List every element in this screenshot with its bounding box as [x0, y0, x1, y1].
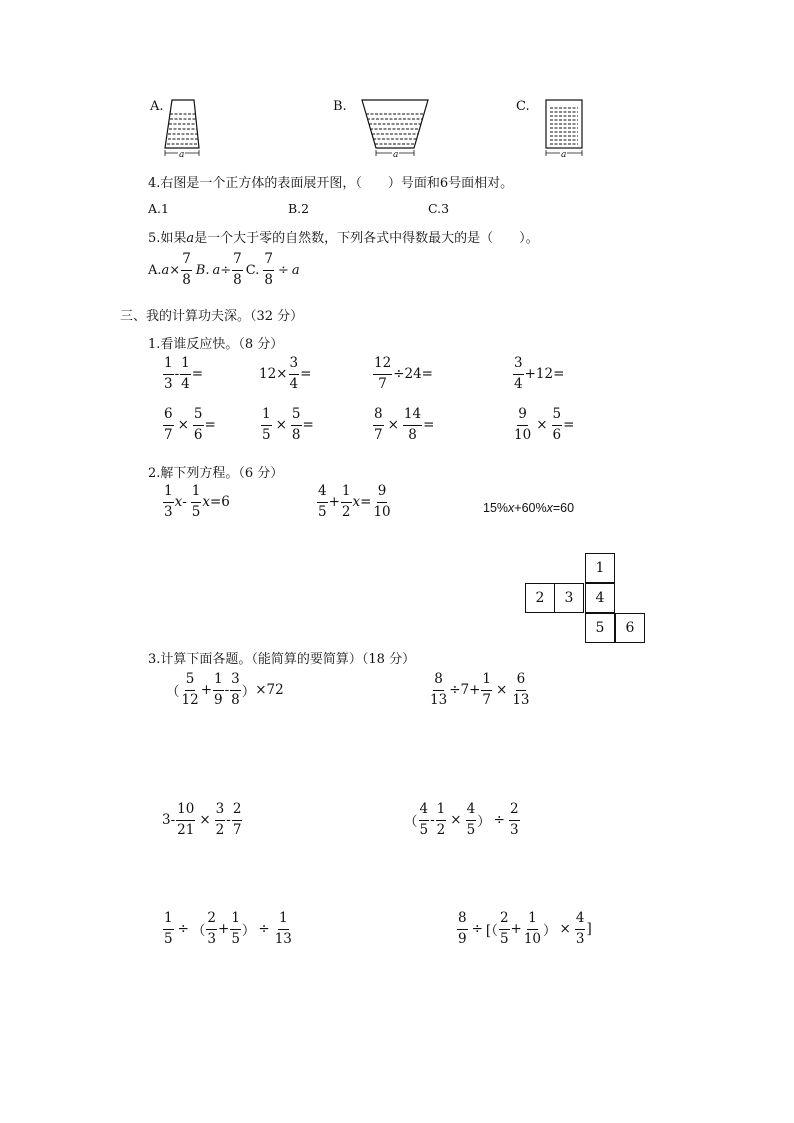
- denominator: 4: [181, 375, 190, 392]
- math-symbol: ×: [450, 812, 462, 828]
- fraction: [466, 803, 477, 837]
- fraction: [341, 485, 352, 519]
- fraction: [176, 803, 195, 837]
- fraction: [163, 357, 174, 391]
- numerator: 12: [373, 357, 392, 375]
- section-3-title: 三、我的计算功夫深。（32 分）: [120, 309, 304, 324]
- denominator: 5: [231, 930, 240, 947]
- math-symbol: -: [430, 812, 435, 828]
- math-symbol: ×: [387, 417, 399, 433]
- numerator: 8: [457, 912, 468, 930]
- denominator: 5: [191, 503, 201, 520]
- denominator: 13: [430, 691, 448, 708]
- net-face-4: 4: [585, 583, 615, 613]
- fraction: [513, 408, 532, 442]
- denominator: 9: [458, 930, 467, 947]
- denominator: 9: [214, 691, 223, 708]
- denominator: 7: [232, 821, 242, 838]
- numerator: 9: [377, 485, 388, 503]
- part1-expr-2: [259, 357, 311, 391]
- fraction: [481, 673, 492, 707]
- numerator: 1: [163, 912, 174, 930]
- numerator: 3: [230, 673, 241, 691]
- part1-expr-3: [372, 357, 433, 391]
- numerator: 4: [419, 803, 430, 821]
- denominator: 8: [408, 426, 417, 443]
- numerator: 5: [185, 673, 196, 691]
- math-symbol: +: [200, 682, 212, 698]
- math-symbol: 12×: [259, 366, 288, 382]
- denominator: 5: [262, 426, 271, 443]
- fraction: [457, 912, 468, 946]
- equation-2: [316, 485, 393, 519]
- q5-option-a-label: A.: [148, 262, 162, 278]
- denominator: 7: [374, 426, 383, 443]
- math-symbol: =: [302, 417, 314, 433]
- q5-option-b-label: B.: [195, 262, 210, 278]
- numerator: 8: [373, 408, 384, 426]
- math-symbol: ）: [543, 923, 557, 939]
- math-symbol: （: [404, 814, 418, 830]
- numerator: 1: [230, 912, 241, 930]
- denominator: 3: [207, 930, 216, 947]
- fraction: [230, 673, 241, 707]
- denominator: 4: [514, 375, 523, 392]
- denominator: 8: [264, 271, 273, 288]
- math-symbol: ×: [559, 921, 571, 937]
- math-symbol: 3-: [162, 812, 176, 828]
- option-c-label: C.: [516, 99, 530, 114]
- numerator: 1: [180, 357, 191, 375]
- denominator: 7: [378, 375, 387, 392]
- math-symbol: x: [352, 494, 361, 510]
- denominator: 8: [182, 271, 191, 288]
- numerator: 14: [403, 408, 422, 426]
- denominator: 8: [231, 691, 240, 708]
- calc-problem-6: [456, 912, 592, 946]
- math-symbol: ×: [496, 682, 508, 698]
- fraction: [552, 408, 563, 442]
- fraction: [513, 357, 524, 391]
- q5-b-var: a: [212, 262, 221, 278]
- math-symbol: =: [204, 417, 216, 433]
- q4-text: 4.右图是一个正方体的表面展开图，（ ）号面和6号面相对。: [148, 176, 514, 191]
- math-symbol: ）: [241, 923, 256, 939]
- part1-expr-8: [512, 408, 574, 442]
- numerator: 3: [513, 357, 524, 375]
- calc-problem-4: [404, 803, 521, 837]
- fraction: [193, 408, 204, 442]
- math-symbol: x: [508, 501, 515, 515]
- numerator: 2: [206, 912, 217, 930]
- math-symbol: -: [182, 494, 187, 510]
- part-1-title: 1.看谁反应快。（8 分）: [148, 337, 284, 352]
- math-symbol: ×: [275, 417, 287, 433]
- fraction: [373, 357, 392, 391]
- math-symbol: ）: [477, 814, 491, 830]
- q5-suffix: 是一个大于零的自然数，下列各式中得数最大的是（ ）。: [194, 231, 539, 246]
- numerator: 1: [341, 485, 352, 503]
- numerator: 1: [436, 803, 447, 821]
- fraction: [232, 253, 243, 287]
- numerator: 6: [516, 673, 527, 691]
- numerator: 5: [193, 408, 204, 426]
- math-symbol: -: [224, 682, 230, 698]
- fraction: [289, 357, 300, 391]
- net-face-3: 3: [554, 583, 584, 613]
- fraction: [511, 673, 530, 707]
- numerator: 7: [181, 253, 192, 271]
- numerator: 1: [261, 408, 272, 426]
- numerator: 4: [575, 912, 586, 930]
- fraction: [181, 253, 192, 287]
- q5-a-var: a: [161, 262, 170, 278]
- denominator: 5: [499, 930, 509, 947]
- denominator: 7: [482, 691, 491, 708]
- math-symbol: （: [166, 684, 180, 700]
- denominator: 5: [164, 930, 173, 947]
- math-symbol: =: [191, 366, 204, 382]
- math-symbol: ）: [241, 684, 256, 700]
- math-symbol: =60: [552, 501, 575, 515]
- net-face-1: 1: [585, 553, 615, 583]
- math-symbol: （: [191, 923, 206, 939]
- denominator: 5: [419, 821, 429, 838]
- fraction: [373, 408, 384, 442]
- denominator: 10: [373, 503, 391, 520]
- net-face-6: 6: [615, 613, 645, 643]
- equation-3: [483, 501, 574, 515]
- fraction: [575, 912, 586, 946]
- denominator: 6: [193, 426, 203, 443]
- denominator: 12: [181, 691, 199, 708]
- math-symbol: ÷: [258, 921, 270, 937]
- math-symbol: ×: [536, 417, 548, 433]
- denominator: 8: [233, 271, 242, 288]
- numerator: 3: [215, 803, 226, 821]
- dim-b-label: a: [393, 150, 399, 160]
- math-symbol: +12=: [524, 366, 565, 382]
- numerator: 4: [317, 485, 328, 503]
- math-symbol: ÷7+: [449, 682, 481, 698]
- numerator: 4: [466, 803, 477, 821]
- denominator: 3: [164, 375, 173, 392]
- fraction: [274, 912, 293, 946]
- math-symbol: -: [174, 366, 180, 382]
- numerator: 7: [263, 253, 274, 271]
- math-symbol: +: [328, 494, 340, 510]
- fraction: [291, 408, 302, 442]
- math-symbol: ]: [586, 921, 592, 937]
- numerator: 8: [433, 673, 444, 691]
- fraction: [181, 673, 200, 707]
- q5-text: [148, 227, 539, 246]
- math-symbol: ÷: [177, 921, 189, 937]
- q4-option-b: B.2: [288, 201, 310, 216]
- math-symbol: x: [546, 501, 553, 515]
- fraction: [499, 912, 510, 946]
- denominator: 5: [466, 821, 476, 838]
- calc-problem-2: [428, 673, 532, 707]
- denominator: 10: [523, 930, 542, 947]
- numerator: 10: [176, 803, 195, 821]
- part1-expr-6: [260, 408, 314, 442]
- numerator: 9: [517, 408, 528, 426]
- denominator: 3: [164, 503, 173, 520]
- math-symbol: ×72: [255, 682, 284, 698]
- denominator: 3: [575, 930, 585, 947]
- math-symbol: ×: [177, 417, 189, 433]
- calc-problem-3: [162, 803, 243, 837]
- part1-expr-4: [512, 357, 564, 391]
- numerator: 1: [163, 357, 174, 375]
- q4-option-c: C.3: [428, 201, 450, 216]
- fraction: [232, 803, 243, 837]
- fraction: [436, 803, 447, 837]
- fraction: [523, 912, 542, 946]
- denominator: 4: [289, 375, 299, 392]
- q5-option-c-label: C.: [245, 262, 260, 278]
- q5-b-div: ÷: [220, 262, 232, 278]
- net-face-5: 5: [585, 613, 615, 643]
- numerator: 6: [163, 408, 174, 426]
- fraction: [163, 485, 174, 519]
- numerator: 1: [481, 673, 492, 691]
- math-symbol: ÷24=: [393, 366, 433, 382]
- option-a-label: A.: [150, 99, 164, 114]
- calc-problem-1: [166, 673, 284, 707]
- calc-problem-5: [162, 912, 294, 946]
- fraction: [191, 485, 202, 519]
- fraction: [509, 803, 520, 837]
- denominator: 10: [514, 426, 532, 443]
- numerator: 3: [289, 357, 300, 375]
- fraction: [419, 803, 430, 837]
- part1-expr-7: [372, 408, 434, 442]
- math-symbol: x: [174, 494, 183, 510]
- dim-a-label: a: [179, 150, 185, 160]
- denominator: 2: [436, 821, 446, 838]
- part1-expr-1: [162, 357, 203, 391]
- numerator: 1: [278, 912, 289, 930]
- math-symbol: ÷: [493, 812, 505, 828]
- q5-options: [148, 253, 300, 287]
- numerator: 1: [163, 485, 174, 503]
- fraction: [317, 485, 328, 519]
- math-symbol: ×: [199, 812, 211, 828]
- part-3-title: 3.计算下面各题。（能简算的要简算）（18 分）: [148, 652, 416, 667]
- math-symbol: +: [510, 921, 522, 937]
- denominator: 2: [215, 821, 225, 838]
- q4-option-a: A.1: [148, 201, 169, 216]
- denominator: 13: [274, 930, 292, 947]
- fraction: [215, 803, 226, 837]
- math-symbol: =: [423, 417, 435, 433]
- q5-c-var: a: [291, 262, 300, 278]
- math-symbol: 15%: [483, 501, 509, 515]
- numerator: 2: [509, 803, 520, 821]
- q5-c-div: ÷: [277, 262, 289, 278]
- fraction: [261, 408, 272, 442]
- option-b-label: B.: [333, 99, 347, 114]
- denominator: 13: [512, 691, 530, 708]
- numerator: 7: [232, 253, 243, 271]
- net-face-2: 2: [525, 583, 555, 613]
- numerator: 1: [191, 485, 202, 503]
- q5-prefix: 5.如果: [148, 231, 187, 246]
- part-2-title: 2.解下列方程。（6 分）: [148, 466, 284, 481]
- numerator: 2: [499, 912, 510, 930]
- numerator: 2: [232, 803, 243, 821]
- math-symbol: +: [218, 921, 230, 937]
- math-symbol: =: [300, 366, 312, 382]
- q5-var: a: [186, 231, 195, 246]
- fraction: [263, 253, 274, 287]
- denominator: 5: [318, 503, 327, 520]
- denominator: 8: [291, 426, 301, 443]
- numerator: 1: [213, 673, 224, 691]
- math-symbol: +60%: [514, 501, 547, 515]
- fraction: [403, 408, 422, 442]
- q5-a-times: ×: [169, 262, 181, 278]
- denominator: 2: [341, 503, 351, 520]
- fraction: [180, 357, 191, 391]
- denominator: 7: [164, 426, 173, 443]
- equation-1: [162, 485, 230, 519]
- math-symbol: =: [360, 494, 372, 510]
- math-symbol: =: [563, 417, 575, 433]
- fraction: [372, 485, 391, 519]
- numerator: 1: [527, 912, 538, 930]
- fraction: [213, 673, 224, 707]
- fraction: [230, 912, 241, 946]
- denominator: 6: [552, 426, 562, 443]
- fraction: [429, 673, 448, 707]
- fraction: [163, 912, 174, 946]
- math-symbol: ÷: [471, 921, 483, 937]
- math-symbol: -: [226, 812, 231, 828]
- fraction: [206, 912, 217, 946]
- part1-expr-5: [162, 408, 216, 442]
- fraction: [163, 408, 174, 442]
- denominator: 3: [509, 821, 519, 838]
- numerator: 5: [552, 408, 563, 426]
- math-symbol: [（: [485, 923, 498, 939]
- denominator: 21: [177, 821, 195, 838]
- math-symbol: x: [202, 494, 210, 510]
- math-symbol: =6: [210, 494, 230, 510]
- dim-c-label: a: [561, 150, 567, 160]
- numerator: 5: [291, 408, 302, 426]
